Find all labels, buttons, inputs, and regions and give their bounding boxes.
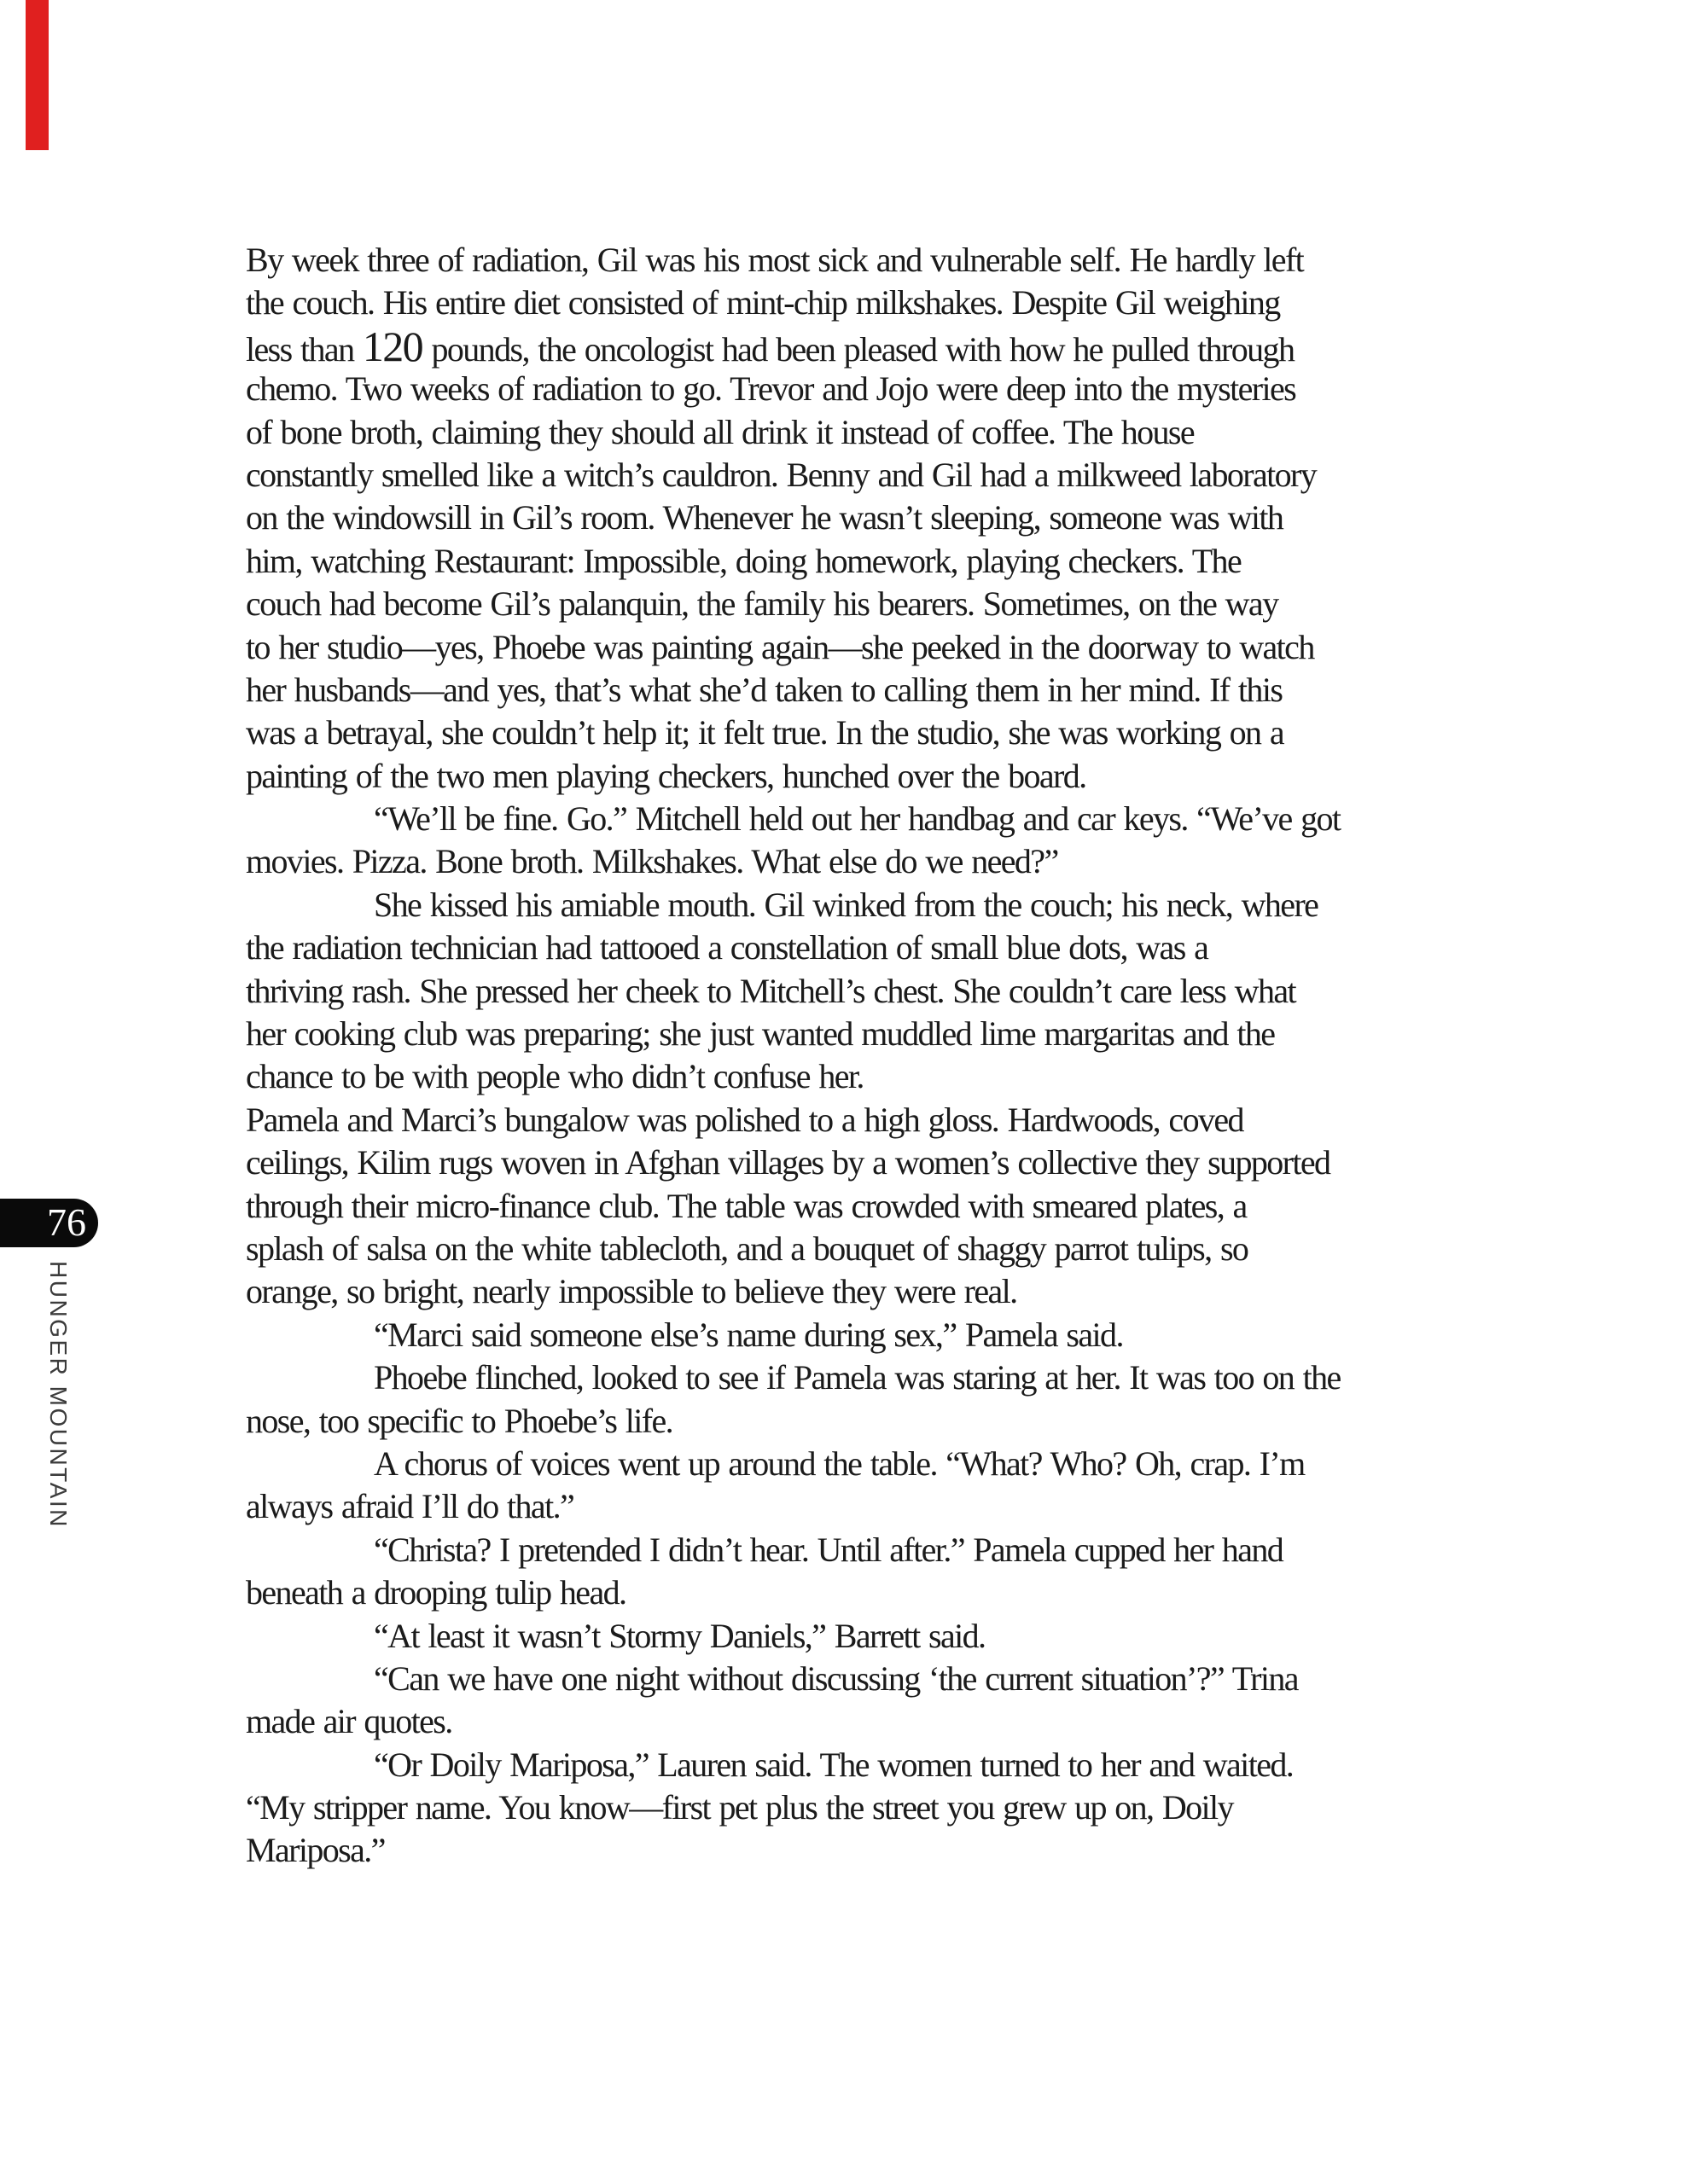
text-segment: pounds, the oncologist had been pleased with how he pulled through <box>422 329 1295 369</box>
emphasized-number: 120 <box>362 322 423 370</box>
body-text <box>246 239 1577 1873</box>
text-line: the radiation technician had tattooed a constellation of small blue dots, was a <box>246 928 1208 967</box>
text-line: “Can we have one night without discussing ‘the current situation’?” Trina <box>374 1658 1298 1698</box>
text-line: through their micro-finance club. The table was crowded with smeared plates, a <box>246 1186 1247 1225</box>
text-line <box>246 322 1577 370</box>
text-line: her cooking club was preparing; she just wanted muddled lime margaritas and the <box>246 1014 1275 1054</box>
text-line: him, watching Restaurant: Impossible, doing homework, playing checkers. The <box>246 541 1242 580</box>
text-line: was a betrayal, she couldn’t help it; it felt true. In the studio, she was working on a <box>246 713 1283 752</box>
text-line: “We’ll be fine. Go.” Mitchell held out her handbag and car keys. “We’ve got <box>374 799 1341 839</box>
text-line: painting of the two men playing checkers, hunched over the board. <box>246 756 1086 795</box>
text-line: the couch. His entire diet consisted of mint-chip milkshakes. Despite Gil weighing <box>246 283 1280 322</box>
text-line: chance to be with people who didn’t confuse her. <box>246 1057 864 1096</box>
text-line: movies. Pizza. Bone broth. Milkshakes. What else do we need?” <box>246 842 1058 881</box>
text-line: of bone broth, claiming they should all drink it instead of coffee. The house <box>246 412 1195 451</box>
text-line: couch had become Gil’s palanquin, the family his bearers. Sometimes, on the way <box>246 584 1278 624</box>
text-line: “Marci said someone else’s name during sex,” Pamela said. <box>374 1315 1123 1354</box>
text-line: Mariposa.” <box>246 1831 385 1870</box>
journal-title-vertical: HUNGER MOUNTAIN <box>45 1261 72 1529</box>
text-line: her husbands—and yes, that’s what she’d taken to calling them in her mind. If this <box>246 670 1283 709</box>
text-line: thriving rash. She pressed her cheek to Mitchell’s chest. She couldn’t care less what <box>246 971 1296 1010</box>
text-line: constantly smelled like a witch’s cauldron. Benny and Gil had a milkweed laboratory <box>246 455 1317 494</box>
text-line: splash of salsa on the white tablecloth, and a bouquet of shaggy parrot tulips, so <box>246 1228 1248 1268</box>
text-line: on the windowsill in Gil’s room. Whenever he wasn’t sleeping, someone was with <box>246 498 1283 537</box>
text-line: orange, so bright, nearly impossible to believe they were real. <box>246 1272 1017 1311</box>
text-line: “At least it wasn’t Stormy Daniels,” Barrett said. <box>374 1616 986 1655</box>
text-line: “Christa? I pretended I didn’t hear. Until after.” Pamela cupped her hand <box>374 1530 1283 1569</box>
text-segment: less than <box>246 329 363 369</box>
text-line: to her studio—yes, Phoebe was painting again—she peeked in the doorway to watch <box>246 627 1314 666</box>
text-line: chemo. Two weeks of radiation to go. Trevor and Jojo were deep into the mysteries <box>246 369 1296 409</box>
text-line: Phoebe flinched, looked to see if Pamela was staring at her. It was too on the <box>374 1358 1341 1397</box>
text-line: She kissed his amiable mouth. Gil winked from the couch; his neck, where <box>374 885 1318 924</box>
text-line: By week three of radiation, Gil was his most sick and vulnerable self. He hardly left <box>246 241 1304 279</box>
text-line: A chorus of voices went up around the table. “What? Who? Oh, crap. I’m <box>374 1443 1305 1483</box>
page-number-tab <box>0 1199 98 1247</box>
page-number: 76 <box>47 1200 86 1244</box>
section-tab <box>26 0 49 150</box>
text-line: nose, too specific to Phoebe’s life. <box>246 1401 673 1440</box>
text-line: ceilings, Kilim rugs woven in Afghan villages by a women’s collective they supported <box>246 1143 1330 1182</box>
text-line: made air quotes. <box>246 1702 452 1741</box>
text-line: Pamela and Marci’s bungalow was polished to a high gloss. Hardwoods, coved <box>246 1100 1243 1139</box>
text-line: “My stripper name. You know—first pet plus the street you grew up on, Doily <box>246 1788 1233 1827</box>
text-line: always afraid I’ll do that.” <box>246 1487 574 1526</box>
text-line: beneath a drooping tulip head. <box>246 1573 626 1612</box>
text-line: “Or Doily Mariposa,” Lauren said. The women turned to her and waited. <box>374 1745 1294 1784</box>
